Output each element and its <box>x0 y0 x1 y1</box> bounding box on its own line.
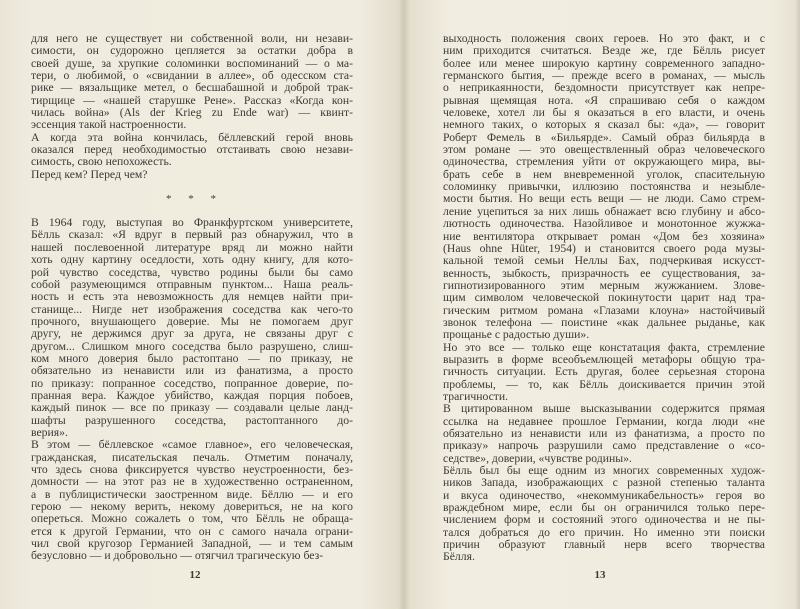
text-line: чилась война» (Als der Krieg zu Ende war) — квинт- <box>31 106 353 120</box>
text-line: германского бытия, — прежде всего в романах, — мысль <box>443 69 765 83</box>
text-line: человеке, хотел ли бы я оказаться в его власти, и очень <box>443 106 765 120</box>
paragraph <box>443 33 765 342</box>
text-line: лютность одиночества. Назойливое и монотонное жужжа- <box>443 217 765 231</box>
text-line: опереться. Можно сожалеть о том, что Бёлль не обраща- <box>31 512 353 526</box>
text-line: собой разумеющимся отправным пунктом... Наша реаль- <box>31 277 353 291</box>
text-line: ним приходится считаться. Везде же, где Бёлль рисует <box>443 44 765 58</box>
text-line: кальной темой семьи Неллы Бах, подчеркивая искусст- <box>443 254 765 268</box>
text-line: причин образуют главный нерв всего творчества <box>443 538 765 552</box>
text-line: своей душе, за хрупкие соломинки воспоминаний — о ма- <box>31 56 353 70</box>
text-line: Бёлль был бы еще одним из многих современных худож- <box>443 464 765 478</box>
text-line: ность и есть эта невозможность для немцев найти при- <box>31 290 353 304</box>
text-line: А когда эта война кончилась, бёллевский герой вновь <box>31 130 353 144</box>
text-line: ников Запада, изображающих с разной степенью таланта <box>443 476 765 490</box>
text-line: о неприкаянности, бездомности присутствует как непре- <box>443 81 765 95</box>
text-line: что здесь снова фиксируется чувство неустроенности, без- <box>31 463 353 476</box>
text-line: и вкуса одиночество, «некоммуникабельность» героя во <box>443 488 765 502</box>
section-separator: * * * <box>166 193 218 206</box>
paragraph <box>31 169 353 181</box>
paragraph <box>31 217 353 439</box>
text-line: тался добраться до его причин. Но именно эти поиски <box>443 525 765 539</box>
text-line: этом романе — это овеществленный образ человеческого <box>443 143 765 157</box>
text-line: тери, о любимой, о «свидании в аллее», об одесском ста- <box>31 69 353 83</box>
text-line: ется к другой Германии, что он с самого начала ограни- <box>31 524 353 538</box>
text-line: обязательно из ненависти или из фанатизма, а просто по <box>443 427 765 440</box>
text-line: прочного, внушающего доверие. Мы не помогаем друг <box>31 314 353 328</box>
text-line: домности — на этот раз не в художественно остраненном, <box>31 475 353 489</box>
paragraph <box>31 132 353 169</box>
text-line: рой чувство соседства, чувство родины были бы само <box>31 265 353 279</box>
text-line: безусловно — и добровольно — отягчил трагическую без- <box>31 549 324 563</box>
text-line: для него не существует ни собственной воли, ни незави- <box>31 32 353 45</box>
text-line: Роберт Фемель в «Бильярде». Самый образ бильярда в <box>443 130 765 144</box>
text-line: гичность ситуации. Есть другая, более серьезная сторона <box>443 365 765 379</box>
text-line: гипнотизированного этим мерным жужжанием. Злове- <box>443 278 765 292</box>
text-line: звонок телефона — поистине «как дальнее рыданье, как <box>443 315 765 329</box>
text-line: хоть одну картину оседлости, хоть одну книгу, для кото- <box>31 253 353 267</box>
text-line: другу, не держимся друг за друга, не связаны друг с <box>31 327 353 341</box>
text-line: симость, свою непохожесть. <box>31 155 172 169</box>
text-line: рике — вязальщике метел, о бесшабашной и доброй трак- <box>31 81 353 95</box>
text-line: Перед кем? Перед чем? <box>31 167 148 181</box>
text-line: по приказу: попранное соседство, попранное доверие, по- <box>31 376 353 390</box>
text-line: эссенция такой настроенности. <box>31 118 187 132</box>
text-line: трагичности. <box>443 389 509 403</box>
text-line: немного таких, о которых я сказал бы: «да», — говорит <box>443 118 765 132</box>
text-line: В цитированном выше высказывании содержится прямая <box>443 402 765 416</box>
text-line: ление уцепиться за них лишь обнажает всю глубину и абсо- <box>443 204 765 218</box>
text-line: ссылка на недавнее прошлое Германии, когда люди «не <box>443 414 765 428</box>
text-line: симости, он судорожно цепляется за остатки добра в <box>31 44 353 58</box>
text-line: выходность положения своих героев. Но это факт, и с <box>443 32 765 45</box>
text-line: а в публицистически заостренном виде. Бёллю — и его <box>31 487 353 501</box>
text-line: гическим ритмом романа «Глазами клоуна» настойчивый <box>443 303 765 317</box>
text-line: шафты разрушенного соседства, растоптанного до- <box>31 413 353 427</box>
text-line: В 1964 году, выступая во Франкфуртском университете, <box>31 216 353 230</box>
text-line: станище... Нигде нет изображения соседства как чего-то <box>31 302 353 316</box>
paragraph <box>31 439 353 562</box>
text-line: враждебном мире, если бы он ограничился только пере- <box>443 501 765 515</box>
text-line: прощанье с радостью души». <box>443 328 590 342</box>
text-line: ние вентилятора открывает роман «Дом без хозяина» <box>443 229 765 243</box>
text-line: каждый пинок — все по приказу — создавали целые ланд- <box>31 401 353 415</box>
text-line: верия». <box>31 425 68 439</box>
text-block-before-separator <box>31 33 353 181</box>
paragraph <box>31 33 353 132</box>
text-line: (Haus ohne Hüter, 1954) и становится своего рода музы- <box>443 241 765 255</box>
text-line: нашей послевоенной литературе вряд ли можно найти <box>31 240 353 254</box>
text-line: более или менее широкую картину современного западно- <box>443 56 765 70</box>
text-line: венность, зыбкость, призрачность ее существования, за- <box>443 266 765 280</box>
text-line: тирщице — «нашей старушке Рене». Рассказ «Когда кон- <box>31 93 353 107</box>
page-number-left: 12 <box>189 569 201 581</box>
text-line: мости бытия. Но вещи есть вещи — не люди. Само стрем- <box>443 192 765 206</box>
text-line: щим символом человеческой покинутости царит над тра- <box>443 291 765 305</box>
text-line: чил свой кругозор Германией Западной, — и тем самым <box>31 537 353 551</box>
text-line: пранная вера. Каждое убийство, каждая порция побоев, <box>31 388 353 402</box>
text-line: гражданская, писательская печаль. Отметим поначалу, <box>31 450 353 464</box>
text-line: обязательно из ненависти или из фанатизма, а просто <box>31 364 353 378</box>
text-line: оказался перед необходимостью отстаивать свою незави- <box>31 143 353 157</box>
text-block-after-separator <box>31 217 353 563</box>
text-line: проблемы, — то, как Бёлль доискивается причин этой <box>443 377 765 391</box>
paragraph <box>443 465 765 564</box>
paragraph <box>443 403 765 465</box>
paragraph <box>443 342 765 404</box>
text-line: Бёлля. <box>443 550 475 564</box>
text-line: другом... Слишком много соседства было разрушено, слиш- <box>31 339 353 353</box>
text-line: брать себе в нем вневременной уголок, спасительную <box>443 167 765 181</box>
left-page-text <box>31 33 353 563</box>
text-line: герою — некому верить, некому довериться, не на кого <box>31 500 353 514</box>
text-line: соломинку привычки, иллюзию постоянства и незыбле- <box>443 180 765 194</box>
text-line: ком много доверия было растоптано — по приказу, не <box>31 351 353 365</box>
text-block <box>443 33 765 564</box>
page-number-right: 13 <box>594 569 606 581</box>
text-line: приказу» напрочь разрушили само представление о «со- <box>443 439 765 453</box>
right-page-text <box>443 33 765 564</box>
text-line: числением форм и состояний этого одиночества и не пы- <box>443 513 765 527</box>
text-line: выразить в форме всеобъемлющей метафоры общую тра- <box>443 352 765 366</box>
text-line: Но это все — только еще констатация факта, стремление <box>443 340 765 354</box>
text-line: В этом — бёллевское «самое главное», его человеческая, <box>31 438 353 452</box>
text-line: Бёлль сказал: «Я вдруг в первый раз обнаружил, что в <box>31 228 353 242</box>
text-line: одиночества, стремления уйти от окружающего мира, вы- <box>443 155 765 169</box>
text-line: седстве», доверии, «чувстве родины». <box>443 451 632 465</box>
text-line: рывная щемящая нота. «Я спрашиваю себя о каждом <box>443 93 765 107</box>
